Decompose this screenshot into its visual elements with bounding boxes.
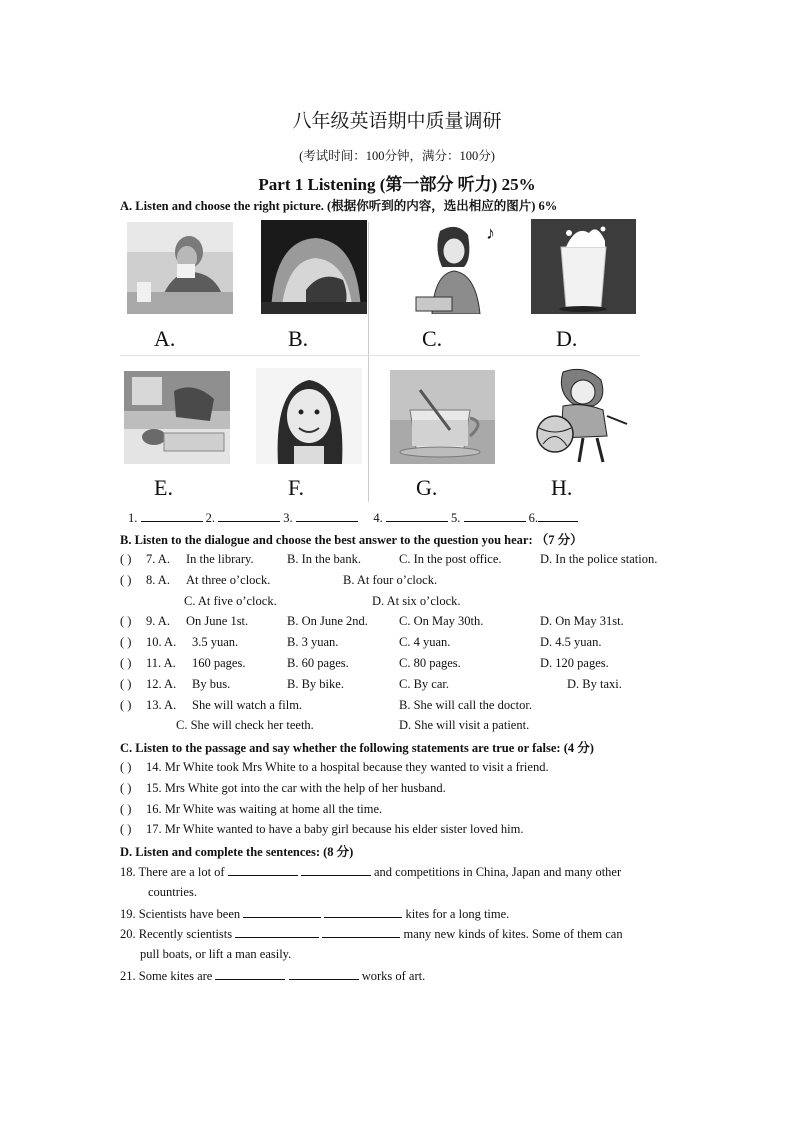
picture-divider-vertical	[368, 222, 369, 502]
answer-label-6: 6.	[528, 511, 538, 525]
letter-h: H.	[551, 475, 573, 500]
sentence-21-blank-2[interactable]	[289, 968, 359, 980]
answer-label-4: 4.	[373, 511, 383, 525]
sentence-20-end: many new kinds of kites. Some of them can	[403, 927, 623, 941]
section-c-heading: C. Listen to the passage and say whether the following statements are true or false: (4 分)	[120, 741, 594, 755]
question-13-option-d: D. She will visit a patient.	[399, 718, 530, 732]
sentence-21-start: 21. Some kites are	[120, 969, 213, 983]
section-a-heading: A. Listen and choose the right picture. (根据你听到的内容，选出相应的图片) 6%	[120, 199, 558, 213]
answer-bracket-12[interactable]: ( )	[120, 677, 132, 691]
question-10-option-c: C. 4 yuan.	[399, 635, 451, 649]
question-8-option-d: D. At six o’clock.	[372, 594, 461, 608]
tf-bracket-14[interactable]: ( )	[120, 760, 132, 774]
answer-bracket-11[interactable]: ( )	[120, 656, 132, 670]
sentence-21-blank-1[interactable]	[215, 968, 285, 980]
question-8-number: 8. A.	[146, 573, 170, 587]
question-9-number: 9. A.	[146, 614, 170, 628]
answer-bracket-13[interactable]: ( )	[120, 698, 132, 712]
tf-bracket-17[interactable]: ( )	[120, 822, 132, 836]
question-8-option-a: At three o’clock.	[186, 573, 271, 587]
question-12-option-b: B. By bike.	[287, 677, 344, 691]
question-11-option-d: D. 120 pages.	[540, 656, 609, 670]
question-7-option-d: D. In the police station.	[540, 552, 658, 566]
statement-17: 17. Mr White wanted to have a baby girl because his elder sister loved him.	[146, 822, 524, 836]
sentence-20-blank-2[interactable]	[322, 926, 400, 938]
sentence-19-end: kites for a long time.	[405, 907, 510, 921]
sentence-20-start: 20. Recently scientists	[120, 927, 233, 941]
question-11-number: 11. A.	[146, 656, 176, 670]
answer-blank-2[interactable]	[218, 510, 280, 522]
question-8-option-b: B. At four o’clock.	[343, 573, 438, 587]
cave-picture	[261, 220, 367, 314]
part-title: Part 1 Listening (第一部分 听力) 25%	[258, 175, 536, 194]
letter-c: C.	[422, 326, 443, 351]
letter-f: F.	[288, 475, 304, 500]
answer-bracket-7[interactable]: ( )	[120, 552, 132, 566]
question-9-option-b: B. On June 2nd.	[287, 614, 368, 628]
section-b-heading: B. Listen to the dialogue and choose the best answer to the question you hear: （7 分）	[120, 533, 583, 547]
question-7-option-c: C. In the post office.	[399, 552, 502, 566]
exam-info: (考试时间：100分钟，满分：100分)	[299, 149, 495, 163]
sentence-18-end: and competitions in China, Japan and many other	[373, 865, 622, 879]
question-12-number: 12. A.	[146, 677, 177, 691]
letter-a: A.	[154, 326, 176, 351]
tf-bracket-16[interactable]: ( )	[120, 802, 132, 816]
answer-blank-6[interactable]	[538, 510, 578, 522]
statement-16: 16. Mr White was waiting at home all the time.	[146, 802, 383, 816]
answer-bracket-8[interactable]: ( )	[120, 573, 132, 587]
answer-blank-3[interactable]	[296, 510, 358, 522]
sentence-21	[120, 968, 425, 984]
question-9-option-c: C. On May 30th.	[399, 614, 484, 628]
question-13-number: 13. A.	[146, 698, 177, 712]
question-13-option-a: She will watch a film.	[192, 698, 303, 712]
question-7-option-a: In the library.	[186, 552, 254, 566]
girl-singing-picture	[402, 219, 502, 314]
statement-14: 14. Mr White took Mrs White to a hospital because they wanted to visit a friend.	[146, 760, 549, 774]
answer-bracket-9[interactable]: ( )	[120, 614, 132, 628]
sentence-18-blank-2[interactable]	[301, 864, 371, 876]
letter-g: G.	[416, 475, 438, 500]
girl-volleyball-picture	[523, 366, 633, 464]
letter-b: B.	[288, 326, 309, 351]
question-8-option-c: C. At five o’clock.	[184, 594, 277, 608]
letter-e: E.	[154, 475, 173, 500]
sentence-21-end: works of art.	[361, 969, 426, 983]
sentence-20-blank-1[interactable]	[235, 926, 319, 938]
hospital-bed-picture	[124, 371, 230, 464]
sentence-18-start: 18. There are a lot of	[120, 865, 225, 879]
sentence-19-start: 19. Scientists have been	[120, 907, 241, 921]
answer-label-5: 5.	[451, 511, 461, 525]
man-sneezing-picture	[127, 222, 233, 314]
question-10-option-a: 3.5 yuan.	[192, 635, 239, 649]
question-12-option-d: D. By taxi.	[567, 677, 622, 691]
answer-label-3: 3.	[283, 511, 293, 525]
question-9-option-a: On June 1st.	[186, 614, 249, 628]
question-10-option-d: D. 4.5 yuan.	[540, 635, 602, 649]
answer-blank-5[interactable]	[464, 510, 526, 522]
smiling-girl-picture	[256, 368, 362, 464]
question-13-option-c: C. She will check her teeth.	[176, 718, 314, 732]
question-11-option-a: 160 pages.	[192, 656, 246, 670]
sentence-18	[120, 864, 621, 880]
question-11-option-c: C. 80 pages.	[399, 656, 461, 670]
sentence-19	[120, 906, 509, 922]
question-7-option-b: B. In the bank.	[287, 552, 361, 566]
sentence-20	[120, 926, 623, 942]
question-11-option-b: B. 60 pages.	[287, 656, 349, 670]
question-7-number: 7. A.	[146, 552, 170, 566]
answer-label-1: 1.	[128, 511, 138, 525]
question-10-number: 10. A.	[146, 635, 177, 649]
question-12-option-a: By bus.	[192, 677, 231, 691]
sentence-19-blank-2[interactable]	[324, 906, 402, 918]
statement-15: 15. Mrs White got into the car with the help of her husband.	[146, 781, 446, 795]
milk-glass-picture	[531, 219, 636, 314]
sentence-18-continuation: countries.	[148, 885, 197, 899]
answer-row	[128, 510, 578, 526]
tea-cup-picture	[390, 370, 495, 464]
question-10-option-b: B. 3 yuan.	[287, 635, 339, 649]
picture-divider-horizontal	[120, 355, 640, 356]
letter-d: D.	[556, 326, 578, 351]
tf-bracket-15[interactable]: ( )	[120, 781, 132, 795]
page-title: 八年级英语期中质量调研	[292, 111, 502, 132]
svg-text:♪: ♪	[486, 223, 495, 243]
sentence-20-continuation: pull boats, or lift a man easily.	[140, 947, 292, 961]
question-12-option-c: C. By car.	[399, 677, 449, 691]
answer-bracket-10[interactable]: ( )	[120, 635, 132, 649]
sentence-19-blank-1[interactable]	[243, 906, 321, 918]
answer-label-2: 2.	[205, 511, 215, 525]
question-13-option-b: B. She will call the doctor.	[399, 698, 532, 712]
sentence-18-blank-1[interactable]	[228, 864, 298, 876]
answer-blank-1[interactable]	[141, 510, 203, 522]
section-d-heading: D. Listen and complete the sentences: (8 分)	[120, 845, 354, 859]
answer-blank-4[interactable]	[386, 510, 448, 522]
question-9-option-d: D. On May 31st.	[540, 614, 624, 628]
